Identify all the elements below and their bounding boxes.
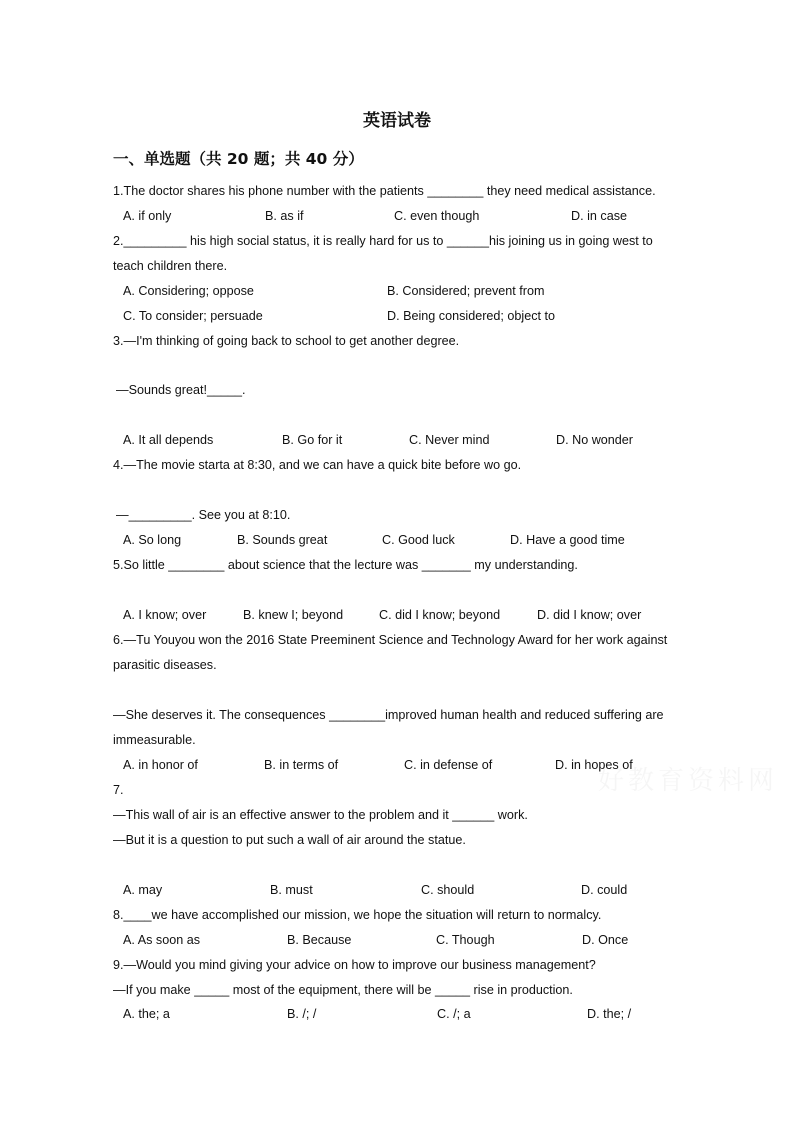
question-5-option-d: D. did I know; over: [537, 608, 642, 622]
question-7-option-a: A. may: [123, 883, 163, 897]
question-7-number: 7.: [113, 783, 124, 797]
question-1-option-d: D. in case: [571, 209, 627, 223]
question-6-option-b: B. in terms of: [264, 758, 339, 772]
question-6-stem-cont: parasitic diseases.: [113, 658, 217, 672]
question-9-option-a: A. the; a: [123, 1007, 170, 1021]
question-7-option-c: C. should: [421, 883, 475, 897]
question-2-stem-cont: teach children there.: [113, 259, 228, 273]
question-3-stem: 3.—I'm thinking of going back to school to get another degree.: [113, 334, 460, 348]
question-6-option-a: A. in honor of: [123, 758, 198, 772]
question-4-stem: 4.—The movie starta at 8:30, and we can have a quick bite before wo go.: [113, 458, 522, 472]
page-title: 英语试卷: [363, 111, 431, 131]
question-7-reply: —But it is a question to put such a wall of air around the statue.: [113, 833, 466, 847]
section-heading: 一、单选题（共 20 题；共 40 分）: [113, 150, 364, 168]
watermark: [598, 760, 778, 797]
question-3-option-d: D. No wonder: [556, 433, 633, 447]
question-8-stem: 8.____we have accomplished our mission, we hope the situation will return to normalcy.: [113, 908, 602, 922]
question-6-option-c: C. in defense of: [404, 758, 493, 772]
question-5-stem: 5.So little ________ about science that the lecture was _______ my understanding.: [113, 558, 578, 572]
question-9-option-b: B. /; /: [287, 1007, 317, 1021]
question-6-reply-cont: immeasurable.: [113, 733, 196, 747]
question-1-option-b: B. as if: [265, 209, 304, 223]
question-6-reply: —She deserves it. The consequences ________improved human health and reduced suffering are: [113, 708, 664, 722]
question-6-option-d: D. in hopes of: [555, 758, 633, 772]
question-9-stem: 9.—Would you mind giving your advice on how to improve our business management?: [113, 958, 596, 972]
question-2-option-c: C. To consider; persuade: [123, 309, 263, 323]
question-1-stem: 1.The doctor shares his phone number with the patients ________ they need medical assistance.: [113, 184, 656, 198]
question-4-option-c: C. Good luck: [382, 533, 455, 547]
question-4-reply: —_________. See you at 8:10.: [116, 508, 291, 522]
question-3-reply: —Sounds great!_____.: [116, 383, 246, 397]
question-8-option-a: A. As soon as: [123, 933, 201, 947]
question-9-option-d: D. the; /: [587, 1007, 632, 1021]
question-4-option-d: D. Have a good time: [510, 533, 625, 547]
question-2-stem: 2._________ his high social status, it is really hard for us to ______his joining us in going west to: [113, 234, 653, 248]
question-3-option-b: B. Go for it: [282, 433, 343, 447]
question-2-option-b: B. Considered; prevent from: [387, 284, 545, 298]
question-3-option-a: A. It all depends: [123, 433, 214, 447]
question-6-stem: 6.—Tu Youyou won the 2016 State Preeminent Science and Technology Award for her work against: [113, 633, 668, 647]
question-7-stem: —This wall of air is an effective answer to the problem and it ______ work.: [113, 808, 528, 822]
question-8-option-c: C. Though: [436, 933, 495, 947]
question-7-option-d: D. could: [581, 883, 628, 897]
question-3-option-c: C. Never mind: [409, 433, 490, 447]
question-9-reply: —If you make _____ most of the equipment, there will be _____ rise in production.: [113, 983, 573, 997]
question-1-option-a: A. if only: [123, 209, 172, 223]
question-7-option-b: B. must: [270, 883, 313, 897]
question-5-option-c: C. did I know; beyond: [379, 608, 501, 622]
question-9-option-c: C. /; a: [437, 1007, 471, 1021]
question-4-option-a: A. So long: [123, 533, 182, 547]
question-2-option-d: D. Being considered; object to: [387, 309, 556, 323]
question-4-option-b: B. Sounds great: [237, 533, 328, 547]
question-2-option-a: A. Considering; oppose: [123, 284, 254, 298]
question-8-option-d: D. Once: [582, 933, 629, 947]
question-8-option-b: B. Because: [287, 933, 352, 947]
question-5-option-a: A. I know; over: [123, 608, 207, 622]
question-1-option-c: C. even though: [394, 209, 480, 223]
question-5-option-b: B. knew I; beyond: [243, 608, 344, 622]
